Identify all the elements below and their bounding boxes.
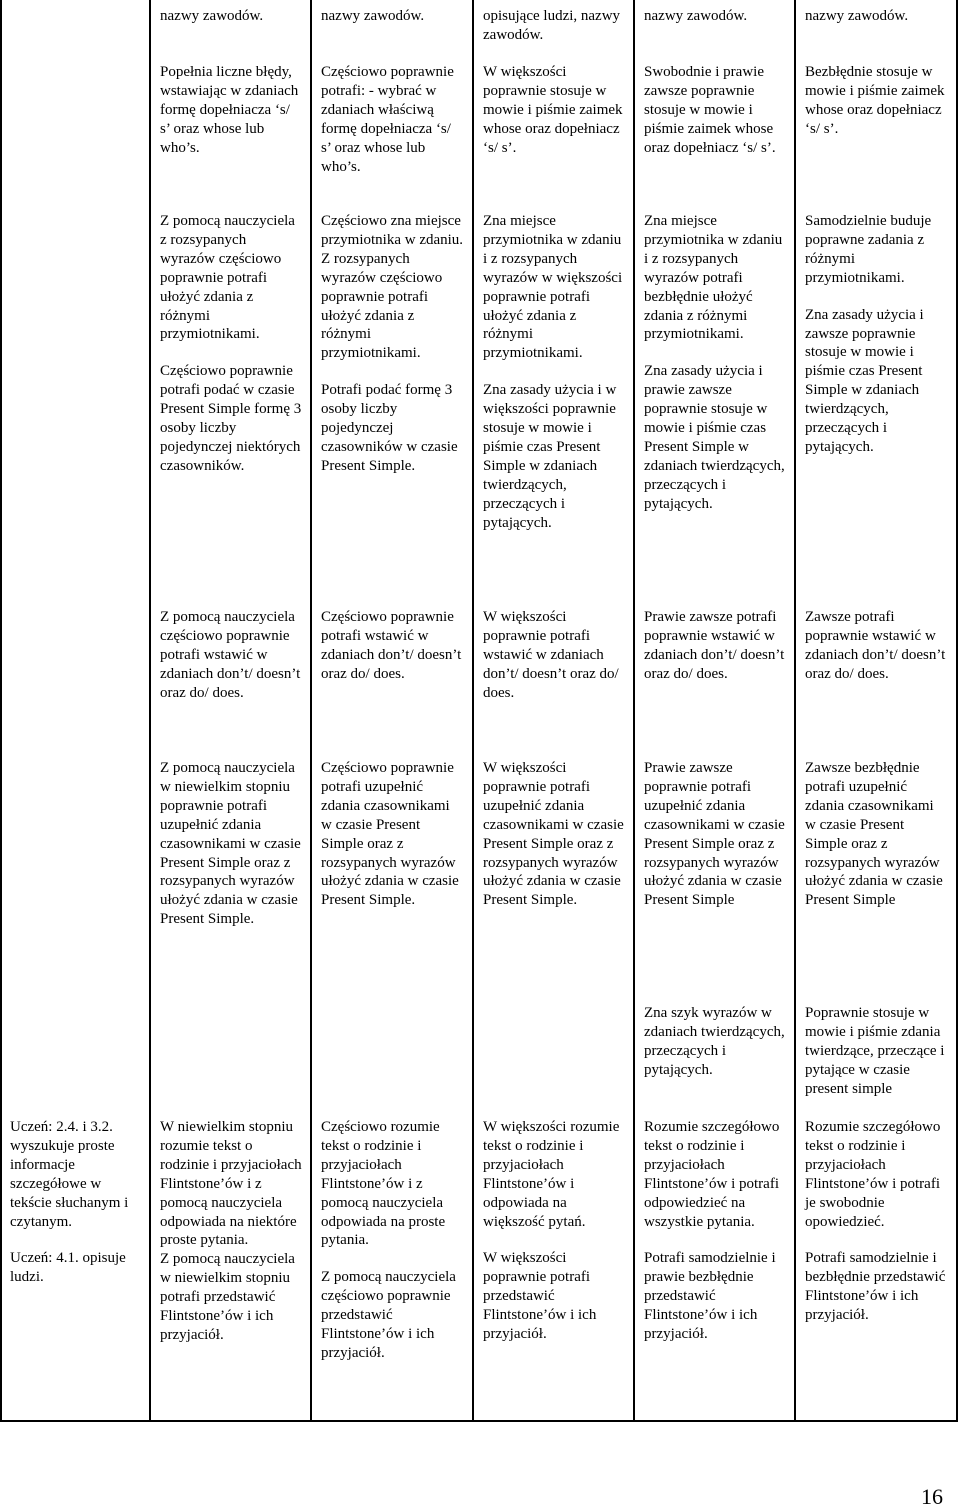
table-cell [321,63,464,176]
table-cell [805,63,948,139]
table-cell [160,608,303,703]
cell-text: nazwy zawodów. [805,8,909,24]
table-cell [644,1118,787,1344]
cell-text: Zna zasady użycia i w większości poprawnie stosuje w mowie i piśmie czas Present Simple w zdaniach twierdzących, przeczących i pytających. [483,382,617,531]
table-cell [805,608,948,684]
table-cell [644,608,787,684]
cell-text: Częściowo rozumie tekst o rodzinie i przyjaciołach Flintstone’ów i z pomocą nauczyciela odpowiada na proste pytania. [321,1119,446,1249]
cell-text: Częściowo poprawnie potrafi wstawić w zdaniach don’t/ doesn’t oraz do/ does. [321,609,462,682]
table-cell [160,7,303,26]
table-cell [483,759,626,910]
table-cell [160,1118,303,1345]
table-cell [644,759,787,910]
cell-text: W większości poprawnie potrafi uzupełnić zdania czasownikami w czasie Present Simple oraz z rozsypanych wyrazów ułożyć zdania w czasie Present Simple. [483,760,624,909]
table-cell [321,7,464,26]
table-cell [644,1004,787,1080]
table-cell [160,212,303,476]
cell-text: W większości poprawnie stosuje w mowie i piśmie zaimek whose oraz dopełniacz ‘s/ s’. [483,64,623,156]
cell-text: opisujące ludzi, nazwy zawodów. [483,8,621,43]
table-cell [805,1118,948,1325]
table-cell [321,1118,464,1363]
cell-text: Zawsze bezbłędnie potrafi uzupełnić zdania czasownikami w czasie Present Simple oraz z rozsypanych wyrazów ułożyć zdania w czasie Present Simple [805,760,943,909]
table-cell [644,7,787,26]
cell-text: Popełnia liczne błędy, wstawiając w zdaniach formę dopełniacza ‘s/ s’ oraz whose lub who’s. [160,64,299,156]
cell-text: W większości poprawnie potrafi wstawić w zdaniach don’t/ doesn’t oraz do/ does. [483,609,619,701]
cell-text: Uczeń: 2.4. i 3.2. wyszukuje proste informacje szczegółowe w tekście słuchanym i czytanym. [10,1119,129,1230]
cell-text: Z pomocą nauczyciela częściowo poprawnie przedstawić Flintstone’ów i ich przyjaciół. [321,1269,456,1361]
cell-text: Prawie zawsze potrafi poprawnie wstawić w zdaniach don’t/ doesn’t oraz do/ does. [644,609,785,682]
column-divider [794,0,796,1422]
table-border-bottom [0,1420,958,1422]
cell-text: Z pomocą nauczyciela w niewielkim stopniu potrafi przedstawić Flintstone’ów i ich przyjaciół. [160,1251,295,1343]
table-cell [321,608,464,684]
column-divider [149,0,151,1422]
cell-text: Zawsze potrafi poprawnie wstawić w zdaniach don’t/ doesn’t oraz do/ does. [805,609,946,682]
cell-text: Z pomocą nauczyciela częściowo poprawnie potrafi wstawić w zdaniach don’t/ doesn’t oraz do/ does. [160,609,301,701]
table-cell [805,7,948,26]
cell-text: Potrafi samodzielnie i prawie bezbłędnie przedstawić Flintstone’ów i ich przyjaciół. [644,1250,776,1343]
table-border-right [956,0,958,1422]
cell-text: nazwy zawodów. [644,8,748,24]
column-divider [472,0,474,1422]
table-cell [160,759,303,929]
cell-text: W większości rozumie tekst o rodzinie i przyjaciołach Flintstone’ów i odpowiada na większość pytań. [483,1119,620,1230]
table-cell [483,608,626,703]
cell-text: Poprawnie stosuje w mowie i piśmie zdania twierdzące, przeczące i pytające w czasie present simple [805,1005,945,1097]
cell-text: nazwy zawodów. [321,8,425,24]
cell-text: Częściowo poprawnie potrafi: - wybrać w zdaniach właściwą formę dopełniacza ‘s/ s’ oraz whose lub who’s. [321,64,454,175]
cell-text: Samodzielnie buduje poprawne zadania z różnymi przymiotnikami. [805,213,932,286]
column-divider [633,0,635,1422]
table-cell [321,759,464,910]
table-cell [483,1118,626,1344]
cell-text: Prawie zawsze poprawnie potrafi uzupełnić zdania czasownikami w czasie Present Simple oraz z rozsypanych wyrazów ułożyć zdania w czasie Present Simple [644,760,785,909]
cell-text: Potrafi samodzielnie i bezbłędnie przedstawić Flintstone’ów i ich przyjaciół. [805,1250,946,1324]
table-cell [160,63,303,158]
table-cell [805,212,948,457]
cell-text: Z pomocą nauczyciela w niewielkim stopniu poprawnie potrafi uzupełnić zdania czasownikami w czasie Present Simple oraz z rozsypanych wyrazów ułożyć zdania w czasie Present Simple. [160,760,301,928]
cell-text: W niewielkim stopniu rozumie tekst o rodzinie i przyjaciołach Flintstone’ów i z pomocą nauczyciela odpowiada na niektóre proste pytania. [160,1119,302,1249]
column-divider [310,0,312,1422]
cell-text: Częściowo zna miejsce przymiotnika w zdaniu. Z rozsypanych wyrazów częściowo poprawnie potrafi ułożyć zdania z różnymi przymiotnikami. [321,213,464,362]
cell-text: Uczeń: 4.1. opisuje ludzi. [10,1250,126,1286]
cell-text: Częściowo poprawnie potrafi podać w czasie Present Simple formę 3 osoby liczby pojedynczej niektórych czasowników. [160,363,302,474]
cell-text: Rozumie szczegółowo tekst o rodzinie i przyjaciołach Flintstone’ów i potrafi odpowiedzieć na wszystkie pytania. [644,1119,780,1230]
table-cell [483,7,626,45]
cell-text: Rozumie szczegółowo tekst o rodzinie i przyjaciołach Flintstone’ów i potrafi je swobodnie opowiedzieć. [805,1119,941,1230]
table-cell [483,212,626,533]
page-number: 16 [921,1484,943,1509]
table-cell [483,63,626,158]
cell-text: Zna miejsce przymiotnika w zdaniu i z rozsypanych wyrazów potrafi bezbłędnie ułożyć zdania z różnymi przymiotnikami. [644,213,783,343]
cell-text: W większości poprawnie potrafi przedstawić Flintstone’ów i ich przyjaciół. [483,1250,597,1343]
cell-text: Bezbłędnie stosuje w mowie i piśmie zaimek whose oraz dopełniacz ‘s/ s’. [805,64,945,137]
table-cell [805,759,948,910]
cell-text: Częściowo poprawnie potrafi uzupełnić zdania czasownikami w czasie Present Simple oraz z rozsypanych wyrazów ułożyć zdania w czasie Present Simple. [321,760,459,909]
cell-text: Potrafi podać formę 3 osoby liczby pojedynczej czasowników w czasie Present Simple. [321,382,458,474]
cell-text: Zna zasady użycia i zawsze poprawnie stosuje w mowie i piśmie czas Present Simple w zdaniach twierdzących, przeczących i pytających. [805,306,924,455]
cell-text: nazwy zawodów. [160,8,264,24]
table-cell [805,1004,948,1099]
table-cell [10,1118,144,1287]
cell-text: Swobodnie i prawie zawsze poprawnie stosuje w mowie i piśmie zaimek whose oraz dopełniacz ‘s/ s’. [644,64,776,156]
table-cell [644,212,787,514]
table-cell [644,63,787,158]
table-border-left [0,0,2,1422]
cell-text: Z pomocą nauczyciela z rozsypanych wyrazów częściowo poprawnie potrafi ułożyć zdania z różnymi przymiotnikami. [160,213,295,343]
cell-text: Zna szyk wyrazów w zdaniach twierdzących, przeczących i pytających. [644,1005,785,1078]
table-cell [321,212,464,476]
cell-text: Zna zasady użycia i prawie zawsze poprawnie stosuje w mowie i piśmie czas Present Simple w zdaniach twierdzących, przeczących i pytających. [644,363,785,512]
cell-text: Zna miejsce przymiotnika w zdaniu i z rozsypanych wyrazów w większości poprawnie potrafi ułożyć zdania z różnymi przymiotnikami. [483,213,623,362]
